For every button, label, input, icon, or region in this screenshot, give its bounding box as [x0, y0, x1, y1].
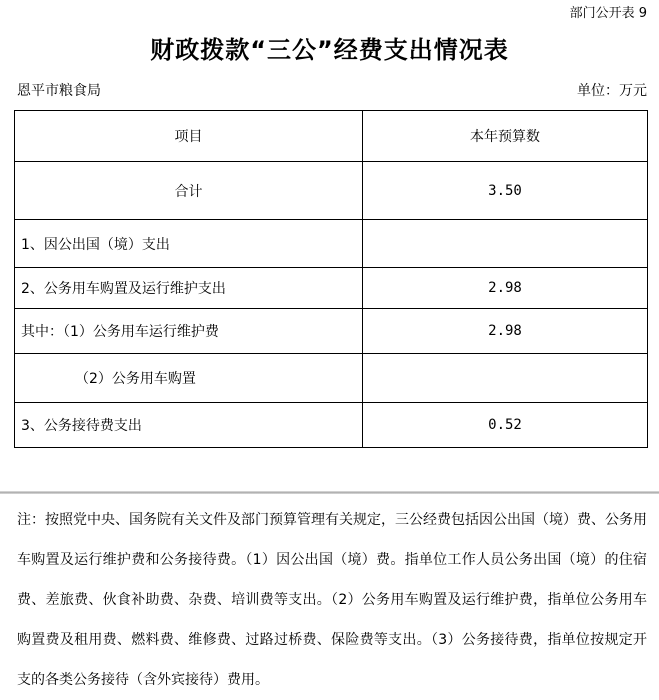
row-amount: 0.52 — [363, 403, 648, 448]
unit-label: 单位：万元 — [577, 83, 647, 99]
table-row — [15, 220, 648, 268]
row-amount: 2.98 — [363, 309, 648, 354]
table-row — [15, 162, 648, 220]
table-row — [15, 403, 648, 448]
section-divider — [0, 491, 659, 494]
organization-name: 恩平市粮食局 — [17, 83, 101, 99]
table-row — [15, 268, 648, 309]
footnote: 注：按照党中央、国务院有关文件及部门预算管理有关规定，三公经费包括因公出国（境）费、公务用车购置及运行维护费和公务接待费。（1）因公出国（境）费。指单位工作人员公务出国（境）的住宿费、差旅费、伙食补助费、杂费、培训费等支出。（2）公务用车购置及运行维护费，指单位公务用车购置费及租用费、燃料费、维修费、过路过桥费、保险费等支出。（3）公务接待费，指单位按规定开支的各类公务接待（含外宾接待）费用。 — [17, 512, 647, 688]
row-amount — [363, 220, 648, 268]
row-item: 2、公务用车购置及运行维护支出 — [15, 268, 363, 309]
row-item-total: 合计 — [15, 162, 363, 220]
table-row — [15, 354, 648, 403]
row-item: 3、公务接待费支出 — [15, 403, 363, 448]
page-title: 财政拨款“三公”经费支出情况表 — [150, 36, 509, 64]
row-amount — [363, 354, 648, 403]
three-public-expenses-table — [14, 110, 648, 448]
row-item: （2）公务用车购置 — [15, 354, 363, 403]
row-item: 1、因公出国（境）支出 — [15, 220, 363, 268]
row-amount: 2.98 — [363, 268, 648, 309]
row-amount-total: 3.50 — [363, 162, 648, 220]
row-item: 其中：（1）公务用车运行维护费 — [15, 309, 363, 354]
form-number: 部门公开表 9 — [569, 6, 647, 21]
table-row — [15, 309, 648, 354]
table-header-row — [15, 111, 648, 162]
column-header-item: 项目 — [15, 111, 363, 162]
column-header-budget: 本年预算数 — [363, 111, 648, 162]
